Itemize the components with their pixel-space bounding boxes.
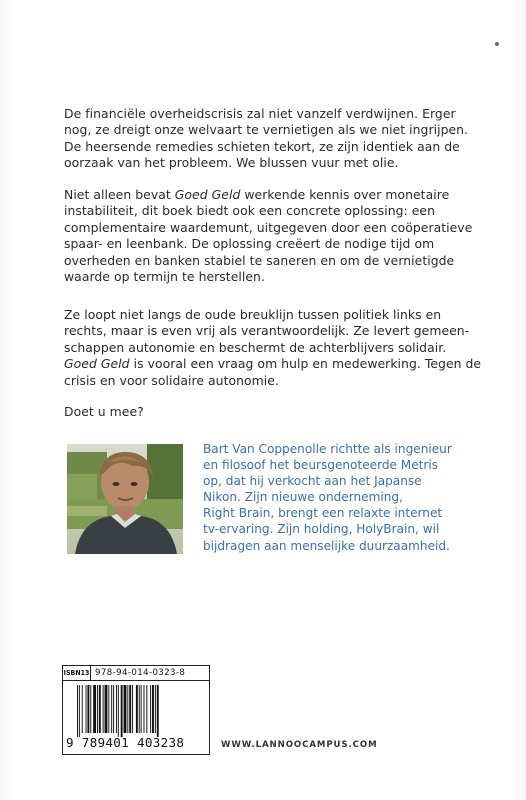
text-line: nog, ze dreigt onze welvaart te vernietigen als we niet ingrijpen. bbox=[64, 122, 469, 138]
barcode-bar bbox=[113, 685, 114, 733]
text-fragment: is vooral een vraag om hulp en medewerking. Tegen de bbox=[129, 356, 482, 372]
barcode-bar bbox=[124, 685, 127, 733]
barcode-bar bbox=[86, 685, 87, 733]
text-line: waarde op termijn te herstellen. bbox=[64, 269, 265, 285]
barcode-bar bbox=[103, 685, 104, 733]
barcode-bar bbox=[118, 685, 119, 737]
book-title: Goed Geld bbox=[64, 356, 130, 372]
barcode-bar bbox=[111, 685, 112, 733]
book-title: Goed Geld bbox=[174, 187, 241, 202]
barcode-bar bbox=[155, 685, 156, 733]
text-line: crisis en voor solidaire autonomie. bbox=[64, 372, 279, 388]
bio-line: op, dat hij verkocht aan het Japanse bbox=[203, 474, 422, 489]
text-line: Ze loopt niet langs de oude breuklijn tussen politiek links en bbox=[64, 307, 442, 322]
blurb-paragraph-1 bbox=[64, 106, 474, 172]
isbn-number: 978-94-014-0323-8 bbox=[95, 668, 186, 678]
barcode-bar bbox=[139, 685, 140, 733]
text-line bbox=[64, 187, 474, 203]
text-fragment: Niet alleen bevat bbox=[64, 187, 175, 202]
barcode-bar bbox=[99, 685, 101, 733]
isbn-barcode bbox=[62, 665, 210, 755]
text-line: De heersende remedies schieten tekort, ze zijn identiek aan de bbox=[64, 138, 460, 154]
barcode-bar bbox=[108, 685, 109, 733]
print-speck bbox=[495, 42, 499, 46]
bio-line: Right Brain, brengt een relaxte internet bbox=[203, 506, 443, 521]
barcode-bar bbox=[150, 685, 151, 733]
author-bio bbox=[203, 441, 483, 554]
barcode-bar bbox=[132, 685, 133, 733]
barcode-bar bbox=[87, 685, 89, 733]
barcode-bar bbox=[90, 685, 91, 733]
text-line: complementaire waardemunt, uitgegeven door een coöperatieve bbox=[64, 219, 473, 235]
barcode-bar bbox=[146, 685, 147, 733]
text-line: oorzaak van het probleem. We blussen vuur met olie. bbox=[64, 155, 399, 171]
blurb-paragraph-3 bbox=[64, 307, 482, 389]
barcode-bar bbox=[136, 685, 138, 733]
text-fragment: werkende kennis over monetaire bbox=[240, 187, 450, 202]
blurb-question bbox=[64, 404, 474, 420]
text-line bbox=[64, 356, 482, 372]
barcode-bar bbox=[152, 685, 154, 733]
text-line: Doet u mee? bbox=[64, 404, 144, 419]
divider bbox=[63, 680, 209, 681]
barcode-bar bbox=[127, 685, 128, 733]
publisher-website: WWW.LANNOOCAMPUS.COM bbox=[221, 740, 378, 750]
barcode-bar bbox=[77, 685, 78, 737]
text-line: overheden en banken stabiel te saneren en om de vernietigde bbox=[64, 252, 455, 268]
barcode-bar bbox=[93, 685, 96, 733]
bio-line: Nikon. Zijn nieuwe onderneming, bbox=[203, 490, 403, 505]
barcode-bars bbox=[77, 685, 203, 737]
author-photo bbox=[67, 444, 183, 554]
ean-digits: 9 789401 403238 bbox=[66, 735, 185, 750]
isbn-label: ISBN13 bbox=[63, 666, 91, 681]
barcode-bar bbox=[116, 685, 117, 733]
barcode-bar bbox=[79, 685, 80, 737]
barcode-bar bbox=[105, 685, 108, 733]
bio-line: bijdragen aan menselijke duurzaamheid. bbox=[203, 538, 450, 553]
blurb-paragraph-2 bbox=[64, 187, 474, 285]
bio-line: en filosoof het beursgenoteerde Metris bbox=[203, 458, 439, 473]
barcode-bar bbox=[141, 685, 142, 733]
barcode-bar bbox=[82, 685, 83, 733]
barcode-bar bbox=[97, 685, 98, 733]
text-line: rechts, maar is even vrij als verantwoordelijk. Ze levert gemeen- bbox=[64, 323, 470, 339]
text-line: schappen autonomie en beschermt de achterblijvers solidair. bbox=[64, 339, 447, 355]
text-line: spaar- en leenbank. De oplossing creëert de nodige tijd om bbox=[64, 236, 435, 252]
text-line: De financiële overheidscrisis zal niet vanzelf verdwijnen. Erger bbox=[64, 106, 456, 121]
bio-line: Bart Van Coppenolle richtte als ingenieur bbox=[203, 442, 452, 456]
barcode-bar bbox=[121, 685, 123, 737]
barcode-bar bbox=[144, 685, 145, 733]
text-line: instabiliteit, dit boek biedt ook een concrete oplossing: een bbox=[64, 203, 435, 219]
barcode-bar bbox=[157, 685, 159, 737]
barcode-bar bbox=[129, 685, 131, 733]
bio-line: tv-ervaring. Zijn holding, HolyBrain, wil bbox=[203, 522, 440, 537]
